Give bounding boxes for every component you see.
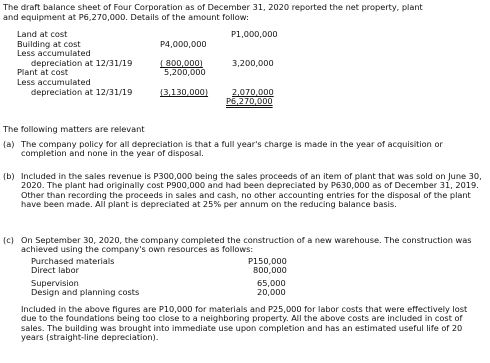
relevant-heading: The following matters are relevant: [3, 124, 145, 134]
item-c-text: On September 30, 2020, the company completed the construction of a new warehouse. The construction was achieved using the company's own resources as follows:: [21, 235, 472, 255]
item-c-note: Included in the above figures are P10,000 for materials and P25,000 for labor costs that were effectively lost due to the foundations being too close to a neighboring property. All the above costs are included in cost of sales. The building was brought into immediate use upon completion and has an estimated useful life of 20 years (straight-line depreciation).: [21, 304, 468, 343]
dep-building-value: ( 800,000): [160, 58, 203, 68]
dep-plant-value: (3,130,000): [160, 87, 209, 97]
plant-net-value: 2,070,000: [232, 87, 274, 97]
building-net-value: 3,200,000: [232, 58, 274, 68]
item-b-marker: (b): [3, 171, 15, 181]
dep-building-label: depreciation at 12/31/19: [31, 58, 133, 68]
cost-value: 20,000: [257, 287, 286, 297]
item-c-marker: (c): [3, 235, 14, 245]
ppe-total-value: P6,270,000: [226, 96, 273, 106]
cost-label: Supervision: [31, 278, 79, 288]
item-a-marker: (a): [3, 139, 15, 149]
land-value: P1,000,000: [231, 29, 278, 39]
intro-line-2: and equipment at P6,270,000. Details of the amount follow:: [3, 12, 249, 22]
plant-label: Plant at cost: [17, 67, 69, 77]
intro-line-1: The draft balance sheet of Four Corporation as of December 31, 2020 reported the net property, plant: [3, 2, 423, 12]
less-accumulated-label: Less accumulated: [17, 48, 91, 58]
cost-value: 800,000: [253, 265, 287, 275]
building-label: Building at cost: [17, 39, 81, 49]
less-accumulated-label: Less accumulated: [17, 77, 91, 87]
building-value: P4,000,000: [160, 39, 207, 49]
cost-value: 65,000: [257, 278, 286, 288]
dep-plant-label: depreciation at 12/31/19: [31, 87, 133, 97]
cost-value: P150,000: [248, 256, 287, 266]
cost-label: Purchased materials: [31, 256, 115, 266]
land-label: Land at cost: [17, 29, 68, 39]
item-a-text: The company policy for all depreciation is that a full year's charge is made in the year of acquisition or completion and none in the year of disposal.: [21, 139, 443, 159]
cost-label: Direct labor: [31, 265, 79, 275]
cost-label: Design and planning costs: [31, 287, 140, 297]
item-b-text: Included in the sales revenue is P300,000 being the sales proceeds of an item of plant that was sold on June 30, 2020. The plant had originally cost P900,000 and had been depreciated by P630,000 as of December 31, 2019. Other than recording the proceeds in sales and cash, no other accounting entries for the disposal of the plant have been made. All plant is depreciated at 25% per annum on the reducing balance basis.: [21, 171, 482, 210]
plant-value: 5,200,000: [164, 67, 206, 77]
